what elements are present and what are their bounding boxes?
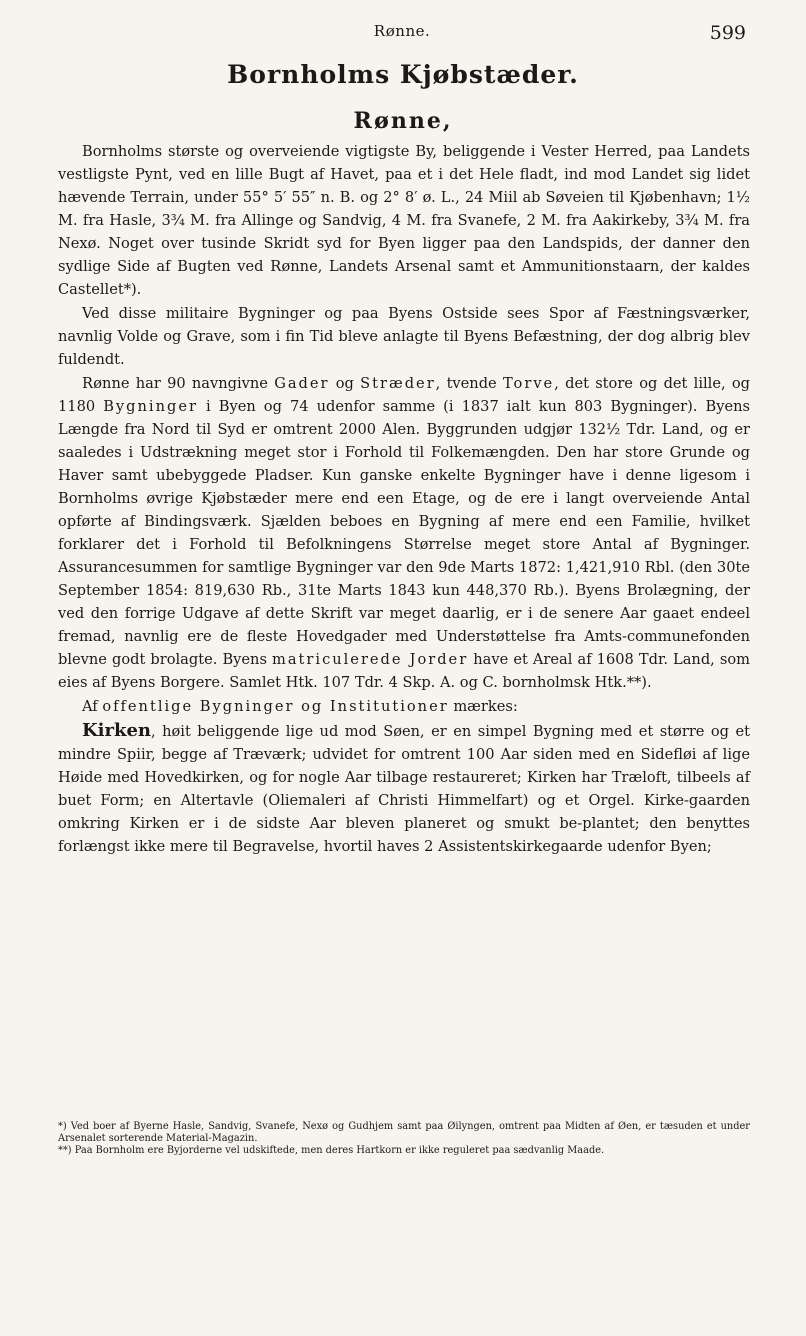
footnote: *) Ved boer af Byerne Hasle, Sandvig, Svanefe, Nexø og Gudhjem samt paa Øilyngen, omtrent paa Midten af Øen, er tæsuden et under Arsenalet sorterende Material-Magazin. xyxy=(58,1121,750,1144)
paragraph-text: , det store og det lille, og 1180 xyxy=(58,375,751,415)
paragraph xyxy=(58,695,750,718)
footnote: **) Paa Bornholm ere Byjorderne vel udskiftede, men deres Hartkorn er ikke reguleret paa sædvanlig Maade. xyxy=(58,1145,605,1156)
paragraph-text: , tvende xyxy=(435,375,503,392)
spaced-term: matriculerede Jorder xyxy=(272,651,469,668)
section-title: Bornholms Kjøbstæder. xyxy=(227,60,579,89)
running-head xyxy=(58,22,746,42)
spaced-term: offentlige Bygninger og Institutioner xyxy=(102,698,449,715)
paragraph-text: og xyxy=(329,375,361,392)
paragraph-text: have et Areal af 1608 Tdr. Land, som eies af Byens Borgere. Samlet Htk. 107 Tdr. 4 Skp. A. og C. bornholmsk Htk.**). xyxy=(58,651,751,691)
body-text xyxy=(58,140,750,858)
paragraph-text: Rønne har 90 navngivne xyxy=(82,375,275,392)
running-title: Rønne. xyxy=(373,22,431,40)
entry-heading: Kirken xyxy=(82,720,151,741)
spaced-term: Stræder xyxy=(360,375,436,392)
paragraph-text: , høit beliggende lige ud mod Søen, er en simpel Bygning med et større og et mindre Spiir, begge af Træværk; udvidet for omtrent 100 Aar siden med en Sidefløi af lige Høide med Hovedkirken, og for nogle Aar tilbage restaureret; Kirken har Træloft, tilbeels af buet Form; en Altertavle (Oliemaleri af Christi Himmelfart) og et Orgel. Kirke-gaarden omkring Kirken er i de sidste Aar bleven planeret og smukt be-plantet; den benyttes forlængst ikke mere til Begravelse, hvortil haves 2 Assistentskirkegaarde udenfor Byen; xyxy=(58,723,750,855)
paragraph-text: i Byen og 74 udenfor samme (i 1837 ialt kun 803 Bygninger). Byens Længde fra Nord til Syd er omtrent 2000 Alen. Byggrunden udgjør 132½ Tdr. Land, og er saaledes i Udstrækning meget stor i Forhold til Folkemængden. Den har store Grunde og Haver samt ubebyggede Pladser. Kun ganske enkelte Bygninger have i denne ligesom i Bornholms øvrige Kjøbstæder mere end een Etage, og de ere i langt overveiende Antal opførte af Bindingsværk. Sjælden beboes en Bygning af mere end een Familie, hvilket forklarer det i Forhold til Befolkningens Størrelse meget store Antal af Bygninger. Assurancesummen for samtlige Bygninger var den 9de Marts 1872: 1,421,910 Rbl. (den 30te September 1854: 819,630 Rb., 31te Marts 1843 kun 448,370 Rb.). Byens Brolægning, der ved den forrige Udgave af dette Skrift var meget daarlig, er i de senere Aar gaaet endeel fremad, navnlig ere de fleste Hovedgader med Understøttelse fra Amts-communefonden blevne godt brolagte. Byens xyxy=(58,398,750,668)
paragraph xyxy=(58,302,750,371)
spaced-term: Torve xyxy=(502,375,555,392)
paragraph-text: Af xyxy=(82,698,103,715)
paragraph-text: Bornholms største og overveiende vigtigste By, beliggende i Vester Herred, paa Landets vestligste Pynt, ved en lille Bugt af Havet, paa et i det Hele fladt, ind mod Landet sig lidet hævende Terrain, under 55° 5′ 55″ n. B. og 2° 8′ ø. L., 24 Miil ab Søveien til Kjøbenhavn; 1½ M. fra Hasle, 3¾ M. fra Allinge og Sandvig, 4 M. fra Svanefe, 2 M. fra Aakirkeby, 3¾ M. fra Nexø. Noget over tusinde Skridt syd for Byen ligger paa den Landspids, der danner den sydlige Side af Bugten ved Rønne, Landets Arsenal samt et Ammunitionstaarn, der kaldes Castellet*). xyxy=(58,143,750,298)
spaced-term: Gader xyxy=(274,375,330,392)
town-heading: Rønne, xyxy=(353,108,453,134)
paragraph xyxy=(58,372,750,694)
footnotes xyxy=(58,1121,750,1157)
paragraph-text: Ved disse militaire Bygninger og paa Byens Ostside sees Spor af Fæstningsværker, navnlig Volde og Grave, som i fin Tid bleve anlagte til Byens Befæstning, der dog albrig blev fuldendt. xyxy=(58,305,750,368)
paragraph xyxy=(58,140,750,301)
spaced-term: Bygninger xyxy=(103,398,198,415)
page-number: 599 xyxy=(709,22,746,44)
paragraph xyxy=(58,719,750,858)
paragraph-text: mærkes: xyxy=(448,698,518,715)
